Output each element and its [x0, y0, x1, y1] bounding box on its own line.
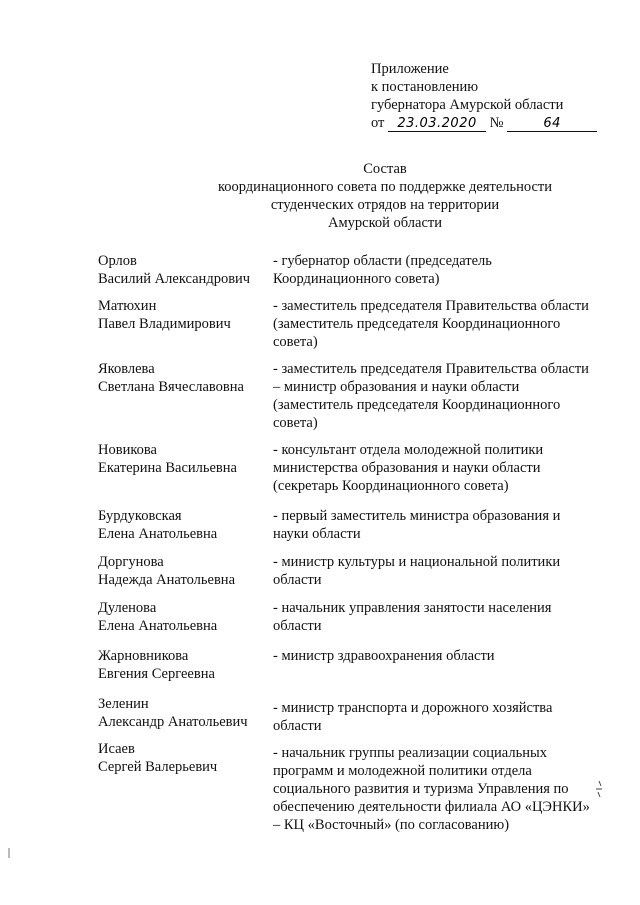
appendix-line-2: к постановлению: [371, 79, 479, 95]
appendix-header: [371, 60, 611, 132]
date-field: [388, 116, 486, 132]
member-given-name: Елена Анатольевна: [98, 526, 218, 542]
member-role: [273, 699, 598, 735]
role-line: совета): [273, 334, 318, 350]
role-line: совета): [273, 415, 318, 431]
role-line: - первый заместитель министра образования и: [273, 508, 561, 524]
member-name: [98, 441, 266, 477]
member-given-name: Павел Владимирович: [98, 316, 231, 332]
member-surname: Дуленова: [98, 600, 157, 616]
member-surname: Новикова: [98, 442, 157, 458]
member-role: [273, 553, 598, 589]
date-value: 23.03.2020: [397, 116, 477, 131]
member-given-name: Евгения Сергеевна: [98, 666, 215, 682]
role-line: области: [273, 618, 322, 634]
title-line-1: Состав: [363, 161, 407, 177]
role-line: - министр транспорта и дорожного хозяйства: [273, 700, 553, 716]
member-given-name: Александр Анатольевич: [98, 714, 248, 730]
member-given-name: Светлана Вячеславовна: [98, 379, 244, 395]
member-name: [98, 553, 266, 589]
scan-edge-mark: [8, 848, 10, 858]
member-role: [273, 507, 598, 543]
title-line-4: Амурской области: [328, 215, 442, 231]
role-line: – КЦ «Восточный» (по согласованию): [273, 817, 510, 833]
title-line-3: студенческих отрядов на территории: [270, 197, 500, 213]
number-field: [507, 116, 597, 132]
date-prefix: от: [371, 115, 385, 131]
member-given-name: Василий Александрович: [98, 271, 251, 287]
appendix-line-3: губернатора Амурской области: [371, 97, 564, 113]
member-given-name: Сергей Валерьевич: [98, 759, 218, 775]
member-role: [273, 599, 598, 635]
member-surname: Бурдуковская: [98, 508, 182, 524]
role-line: науки области: [273, 526, 361, 542]
member-surname: Жарновникова: [98, 648, 189, 664]
role-line: социального развития и туризма Управления по: [273, 781, 569, 797]
role-line: - консультант отдела молодежной политики: [273, 442, 544, 458]
member-name: [98, 507, 266, 543]
member-given-name: Екатерина Васильевна: [98, 460, 237, 476]
role-line: (секретарь Координационного совета): [273, 478, 509, 494]
document-title: [0, 160, 640, 232]
member-role: [273, 360, 598, 432]
member-surname: Орлов: [98, 253, 137, 269]
member-name: [98, 252, 266, 288]
role-line: (заместитель председателя Координационного: [273, 316, 561, 332]
role-line: - губернатор области (председатель: [273, 253, 492, 269]
role-line: - заместитель председателя Правительства области: [273, 298, 589, 314]
role-line: министерства образования и науки области: [273, 460, 541, 476]
member-role: [273, 252, 598, 288]
role-line: (заместитель председателя Координационного: [273, 397, 561, 413]
scan-mark: [592, 780, 606, 798]
member-name: [98, 599, 266, 635]
member-given-name: Надежда Анатольевна: [98, 572, 235, 588]
member-role: [273, 744, 598, 834]
member-surname: Матюхин: [98, 298, 157, 314]
appendix-line-1: Приложение: [371, 61, 449, 77]
member-role: [273, 647, 598, 665]
member-name: [98, 740, 266, 776]
member-surname: Яковлева: [98, 361, 155, 377]
role-line: - министр культуры и национальной политики: [273, 554, 561, 570]
role-line: - заместитель председателя Правительства области: [273, 361, 589, 377]
role-line: - начальник группы реализации социальных: [273, 745, 547, 761]
member-surname: Исаев: [98, 741, 135, 757]
member-surname: Зеленин: [98, 696, 149, 712]
role-line: обеспечению деятельности филиала АО «ЦЭНКИ»: [273, 799, 590, 815]
member-name: [98, 695, 266, 731]
number-label: №: [489, 115, 504, 131]
appendix-date-line: [371, 114, 611, 132]
role-line: области: [273, 572, 322, 588]
member-role: [273, 297, 598, 351]
role-line: - начальник управления занятости населения: [273, 600, 552, 616]
member-surname: Доргунова: [98, 554, 164, 570]
member-given-name: Елена Анатольевна: [98, 618, 218, 634]
number-value: 64: [543, 116, 561, 131]
member-role: [273, 441, 598, 495]
role-line: – министр образования и науки области: [273, 379, 520, 395]
member-name: [98, 297, 266, 333]
title-line-2: координационного совета по поддержке деятельности: [217, 179, 553, 195]
role-line: Координационного совета): [273, 271, 440, 287]
role-line: программ и молодежной политики отдела: [273, 763, 532, 779]
member-name: [98, 360, 266, 396]
member-name: [98, 647, 266, 683]
role-line: области: [273, 718, 322, 734]
role-line: - министр здравоохранения области: [273, 648, 495, 664]
